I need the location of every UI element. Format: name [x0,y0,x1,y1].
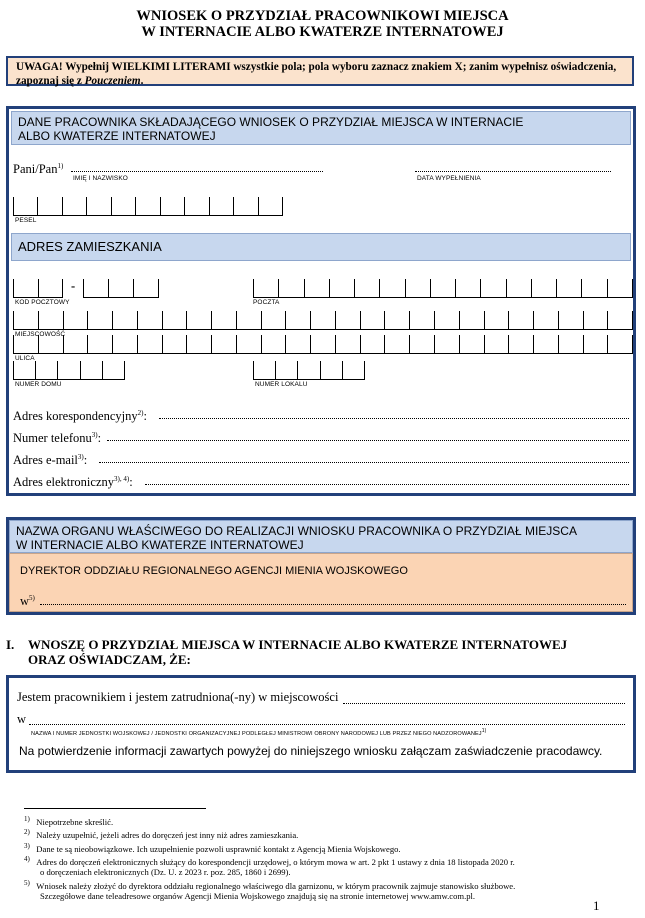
notice-bold-text: UWAGA! Wypełnij WIELKIMI LITERAMI wszystkie pola; pola wyboru zaznacz znakiem X; zanim wypełnisz oświadczenia, zapoznaj się z [16,61,617,87]
organ-w-label: $w^{5)}$ [20,594,35,609]
unit-caption: NAZWA I NUMER JEDNOSTKI WOJSKOWEJ / JEDNOSTKI ORGANIZACYJNEJ PODLEGŁEJ MINISTROWI OBRONY NARODOWEJ LUB PRZEZ NIEGO NADZOROWANEJ$^{1)}$ [31,728,487,737]
postal-code-dash: - [71,279,76,293]
employer-certificate-text: Na potwierdzenie informacji zawartych powyżej do niniejszego wniosku załączam zaświadczenie pracodawcy. [19,744,603,758]
pani-pan-label: Pani/Pan$^{1)}$ [13,162,64,177]
date-caption: DATA WYPEŁNIENIA [417,175,481,182]
organ-body [9,553,633,612]
organ-section [6,517,636,615]
form-title-line2: W INTERNACIE ALBO KWATERZE INTERNATOWEJ [141,24,504,40]
instructions-notice [6,56,634,86]
flat-number-field[interactable] [253,361,365,380]
footnotes [24,814,515,902]
footnote-5-cont: Szczegółowe dane teleadresowe organów Agencji Mienia Wojskowego znajdują się na stronie internetowej www.amw.com.pl. [40,891,476,902]
section-i-title-line2: ORAZ OŚWIADCZAM, ŻE: [28,652,191,667]
section-i-title [28,637,567,667]
pesel-caption: PESEL [15,217,37,224]
phone-field[interactable] [107,439,629,441]
address-header: ADRES ZAMIESZKANIA [11,233,631,261]
correspondence-address-field[interactable] [159,417,629,419]
date-field[interactable] [415,170,611,172]
footnote-3: $^{3)}$ Dane te są nieobowiązkowe. Ich uzupełnienie pozwoli usprawnić kontakt z Agencją Mienia Wojskowego. [24,841,401,854]
footnote-separator [24,808,206,809]
email-label: Adres e-mail$^{3)}$: [13,453,88,468]
pesel-field[interactable] [13,197,283,216]
notice-end: . [140,74,144,87]
employee-data-title-line1: DANE PRACOWNIKA SKŁADAJĄCEGO WNIOSEK O PRZYDZIAŁ MIEJSCA W INTERNACIE [18,115,524,129]
footnote-5: $^{5)}$ Wniosek należy złożyć do dyrektora oddziału regionalnego właściwego dla garnizonu, w którym pracownik zajmuje stanowisko służbowe. [24,878,516,891]
employment-text: Jestem pracownikiem i jestem zatrudniona(-ny) w miejscowości [17,690,339,704]
form-title-line1: WNIOSEK O PRZYDZIAŁ PRACOWNIKOWI MIEJSCA [136,8,509,24]
section-i-number: I. [6,637,15,652]
flat-number-caption: NUMER LOKALU [255,381,308,388]
footnote-4: $^{4)}$ Adres do doręczeń elektronicznych służący do korespondencji urzędowej, o którym mowa w art. 2 pkt 1 ustawy z dnia 18 listopada 2020 r. [24,855,515,867]
postal-code-caption: KOD POCZTOWY [15,299,70,306]
employee-data-title-line2: ALBO KWATERZE INTERNATOWEJ [18,129,216,143]
workplace-locality-field[interactable] [343,702,625,704]
name-field[interactable] [71,170,323,172]
employee-data-section [6,106,636,496]
post-office-caption: POCZTA [253,299,280,306]
house-number-caption: NUMER DOMU [15,381,62,388]
organ-header [9,520,633,553]
employee-data-header [11,111,631,145]
street-caption: ULICA [15,355,35,362]
notice-italic-text: Pouczeniem [84,74,141,87]
unit-w-label: w [17,712,27,726]
email-field[interactable] [99,461,629,463]
house-number-field[interactable] [13,361,125,380]
street-field[interactable] [13,335,633,354]
footnote-4-cont: o doręczeniach elektronicznych (Dz. U. z 2023 r. poz. 285, 1860 i 2699). [40,867,291,878]
city-caption: MIEJSCOWOŚĆ [15,331,66,338]
postal-code-part2[interactable] [83,279,159,298]
postal-code-part1[interactable] [13,279,63,298]
footnote-2: $^{2)}$ Należy uzupełnić, jeżeli adres do doręczeń jest inny niż adres zamieszkania. [24,828,299,841]
section-i-title-line1: WNOSZĘ O PRZYDZIAŁ MIEJSCA W INTERNACIE ALBO KWATERZE INTERNATOWEJ [28,637,568,652]
footnote-1: $^{1)}$ Niepotrzebne skreślić. [24,815,114,827]
declaration-section [6,675,636,773]
correspondence-address-label: Adres korespondencyjny$^{2)}$: [13,409,147,424]
unit-name-field[interactable] [29,723,625,725]
organ-director-text: DYREKTOR ODDZIAŁU REGIONALNEGO AGENCJI MIENIA WOJSKOWEGO [20,565,408,577]
garrison-field[interactable] [40,603,626,605]
organ-title-line2: W INTERNACIE ALBO KWATERZE INTERNATOWEJ [16,538,304,552]
name-caption: IMIĘ I NAZWISKO [73,175,128,182]
phone-label: Numer telefonu$^{3)}$: [13,431,102,446]
post-office-field[interactable] [253,279,633,298]
electronic-address-label: Adres elektroniczny$^{3), 4)}$: [13,475,133,490]
electronic-address-field[interactable] [145,483,629,485]
organ-title-line1: NAZWA ORGANU WŁAŚCIWEGO DO REALIZACJI WNIOSKU PRACOWNIKA O PRZYDZIAŁ MIEJSCA [16,524,577,538]
page-number: 1 [593,898,600,913]
city-field[interactable] [13,311,633,330]
